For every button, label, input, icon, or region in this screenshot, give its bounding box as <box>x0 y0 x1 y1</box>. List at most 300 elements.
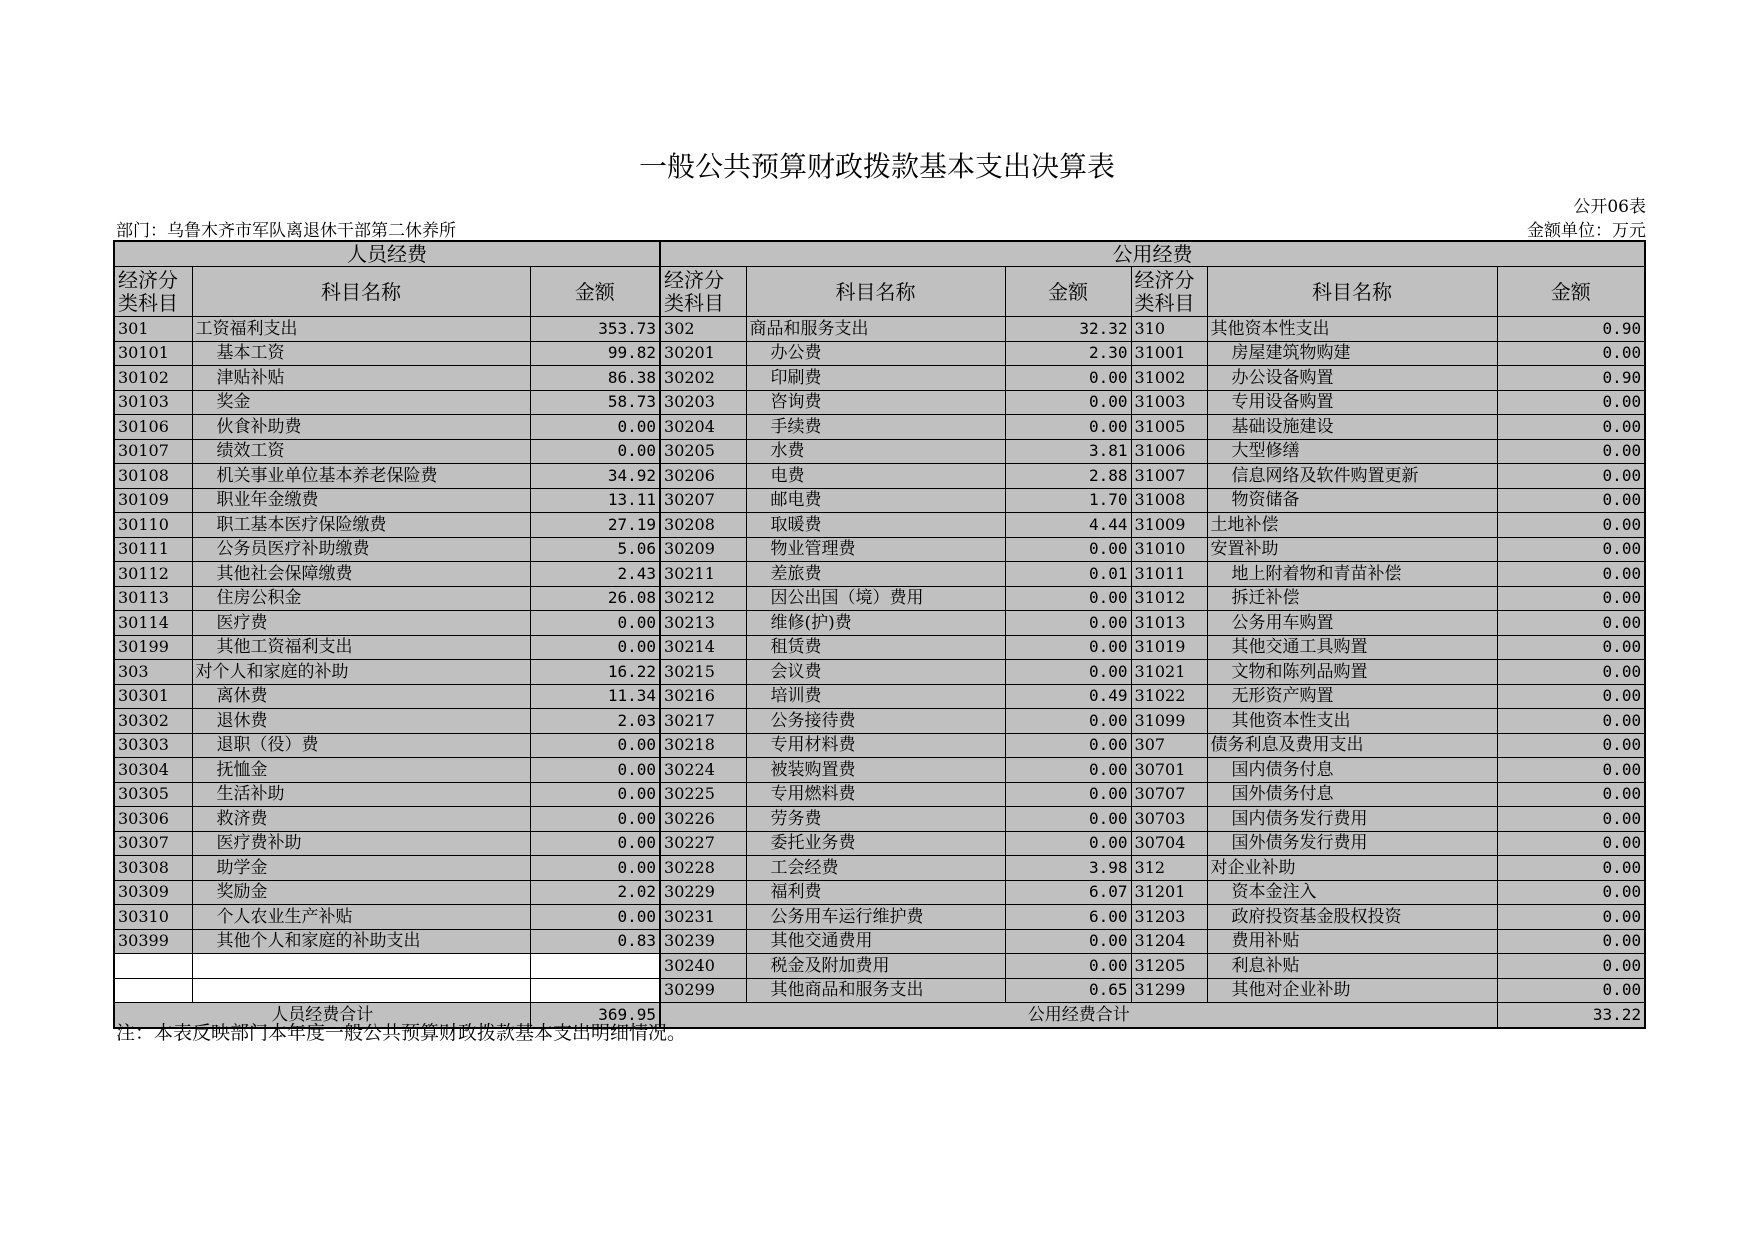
amount-cell: 0.01 <box>1005 562 1131 587</box>
amount-cell: 99.82 <box>530 341 660 366</box>
economic-code-cell: 30226 <box>660 807 746 832</box>
amount-cell: 0.00 <box>530 807 660 832</box>
economic-code-cell: 30310 <box>114 905 192 930</box>
economic-code-cell: 31011 <box>1131 562 1207 587</box>
amount-cell: 4.44 <box>1005 513 1131 538</box>
subject-name-cell: 其他资本性支出 <box>1207 709 1497 734</box>
subject-name-cell: 其他工资福利支出 <box>192 635 530 660</box>
amount-cell: 0.00 <box>1005 831 1131 856</box>
amount-cell: 0.00 <box>1497 782 1645 807</box>
amount-cell: 0.00 <box>1497 488 1645 513</box>
subject-name-cell: 国外债务发行费用 <box>1207 831 1497 856</box>
amount-cell: 2.30 <box>1005 341 1131 366</box>
economic-code-cell: 307 <box>1131 733 1207 758</box>
table-row <box>114 488 1645 513</box>
subject-name-cell: 退休费 <box>192 709 530 734</box>
economic-code-cell: 31003 <box>1131 390 1207 415</box>
subject-name-cell: 伙食补助费 <box>192 415 530 440</box>
amount-cell: 2.03 <box>530 709 660 734</box>
table-row <box>114 341 1645 366</box>
subject-name-cell: 基础设施建设 <box>1207 415 1497 440</box>
economic-code-cell: 30205 <box>660 439 746 464</box>
subject-name-cell: 住房公积金 <box>192 586 530 611</box>
table-row <box>114 856 1645 881</box>
economic-code-cell: 30701 <box>1131 758 1207 783</box>
economic-code-cell: 30305 <box>114 782 192 807</box>
amount-cell: 0.00 <box>1497 709 1645 734</box>
amount-cell: 2.02 <box>530 880 660 905</box>
subject-name-cell: 无形资产购置 <box>1207 684 1497 709</box>
amount-cell: 27.19 <box>530 513 660 538</box>
subject-name-cell: 费用补贴 <box>1207 929 1497 954</box>
amount-cell: 1.70 <box>1005 488 1131 513</box>
amount-cell: 0.00 <box>530 611 660 636</box>
public-total-amount: 33.22 <box>1497 1003 1645 1028</box>
col-header-code-3: 经济分类科目 <box>1131 267 1207 317</box>
amount-cell: 0.00 <box>530 758 660 783</box>
subject-name-cell: 其他交通工具购置 <box>1207 635 1497 660</box>
amount-cell: 0.00 <box>530 782 660 807</box>
subject-name-cell: 助学金 <box>192 856 530 881</box>
subject-name-cell: 对个人和家庭的补助 <box>192 660 530 685</box>
amount-cell: 0.00 <box>1497 635 1645 660</box>
subject-name-cell: 绩效工资 <box>192 439 530 464</box>
col-header-amount-2: 金额 <box>1005 267 1131 317</box>
subject-name-cell: 劳务费 <box>746 807 1005 832</box>
amount-cell: 11.34 <box>530 684 660 709</box>
economic-code-cell: 30303 <box>114 733 192 758</box>
subject-name-cell: 专用燃料费 <box>746 782 1005 807</box>
amount-cell: 353.73 <box>530 317 660 342</box>
subject-name-cell: 土地补偿 <box>1207 513 1497 538</box>
economic-code-cell: 30229 <box>660 880 746 905</box>
subject-name-cell: 文物和陈列品购置 <box>1207 660 1497 685</box>
amount-cell: 6.07 <box>1005 880 1131 905</box>
table-row <box>114 415 1645 440</box>
subject-name-cell: 公务用车购置 <box>1207 611 1497 636</box>
amount-cell: 0.00 <box>1005 733 1131 758</box>
economic-code-cell: 31019 <box>1131 635 1207 660</box>
amount-cell: 0.00 <box>1497 586 1645 611</box>
subject-name-cell: 其他商品和服务支出 <box>746 978 1005 1003</box>
amount-cell: 0.00 <box>530 856 660 881</box>
economic-code-cell: 30212 <box>660 586 746 611</box>
table-row <box>114 807 1645 832</box>
economic-code-cell: 30306 <box>114 807 192 832</box>
subject-name-cell: 地上附着物和青苗补偿 <box>1207 562 1497 587</box>
table-row <box>114 513 1645 538</box>
amount-cell: 34.92 <box>530 464 660 489</box>
economic-code-cell: 31010 <box>1131 537 1207 562</box>
amount-cell: 0.00 <box>1005 390 1131 415</box>
subject-name-cell: 其他社会保障缴费 <box>192 562 530 587</box>
personnel-total-amount: 369.95 <box>530 1003 660 1028</box>
amount-cell <box>530 954 660 979</box>
amount-cell: 0.00 <box>1005 635 1131 660</box>
subject-name-cell: 取暖费 <box>746 513 1005 538</box>
amount-cell: 0.00 <box>1497 611 1645 636</box>
amount-cell: 26.08 <box>530 586 660 611</box>
col-header-name-1: 科目名称 <box>192 267 530 317</box>
economic-code-cell: 30202 <box>660 366 746 391</box>
subject-name-cell: 维修(护)费 <box>746 611 1005 636</box>
subject-name-cell: 咨询费 <box>746 390 1005 415</box>
amount-cell: 0.00 <box>1005 709 1131 734</box>
table-row <box>114 611 1645 636</box>
subject-name-cell: 工会经费 <box>746 856 1005 881</box>
col-header-code-2: 经济分类科目 <box>660 267 746 317</box>
subject-name-cell: 国内债务付息 <box>1207 758 1497 783</box>
amount-cell: 0.00 <box>1497 513 1645 538</box>
subject-name-cell: 电费 <box>746 464 1005 489</box>
amount-cell: 0.00 <box>1497 415 1645 440</box>
economic-code-cell: 30204 <box>660 415 746 440</box>
economic-code-cell: 30203 <box>660 390 746 415</box>
subject-name-cell: 物业管理费 <box>746 537 1005 562</box>
subject-name-cell: 手续费 <box>746 415 1005 440</box>
economic-code-cell: 31203 <box>1131 905 1207 930</box>
amount-cell: 0.49 <box>1005 684 1131 709</box>
table-row <box>114 880 1645 905</box>
column-header-row <box>114 267 1645 317</box>
personnel-total-label: 人员经费合计 <box>114 1003 530 1028</box>
economic-code-cell: 31001 <box>1131 341 1207 366</box>
subject-name-cell: 公务接待费 <box>746 709 1005 734</box>
subject-name-cell: 物资储备 <box>1207 488 1497 513</box>
table-row <box>114 831 1645 856</box>
economic-code-cell: 30308 <box>114 856 192 881</box>
amount-cell: 0.00 <box>1005 758 1131 783</box>
col-header-amount-1: 金额 <box>530 267 660 317</box>
economic-code-cell: 30213 <box>660 611 746 636</box>
economic-code-cell: 30108 <box>114 464 192 489</box>
amount-cell: 0.00 <box>1497 905 1645 930</box>
economic-code-cell: 30224 <box>660 758 746 783</box>
table-row <box>114 758 1645 783</box>
economic-code-cell: 303 <box>114 660 192 685</box>
subject-name-cell: 其他交通费用 <box>746 929 1005 954</box>
amount-cell: 0.00 <box>1497 856 1645 881</box>
subject-name-cell: 办公费 <box>746 341 1005 366</box>
amount-cell: 0.00 <box>1005 586 1131 611</box>
economic-code-cell: 30112 <box>114 562 192 587</box>
economic-code-cell: 30240 <box>660 954 746 979</box>
subject-name-cell: 其他对企业补助 <box>1207 978 1497 1003</box>
subject-name-cell: 基本工资 <box>192 341 530 366</box>
economic-code-cell: 31205 <box>1131 954 1207 979</box>
economic-code-cell: 31005 <box>1131 415 1207 440</box>
amount-cell: 2.43 <box>530 562 660 587</box>
subject-name-cell <box>192 978 530 1003</box>
subject-name-cell: 医疗费 <box>192 611 530 636</box>
table-row <box>114 782 1645 807</box>
subject-name-cell: 专用材料费 <box>746 733 1005 758</box>
economic-code-cell: 30114 <box>114 611 192 636</box>
subject-name-cell: 离休费 <box>192 684 530 709</box>
economic-code-cell: 31204 <box>1131 929 1207 954</box>
subject-name-cell: 会议费 <box>746 660 1005 685</box>
economic-code-cell: 30199 <box>114 635 192 660</box>
table-row <box>114 390 1645 415</box>
economic-code-cell: 31099 <box>1131 709 1207 734</box>
amount-cell: 0.00 <box>1497 341 1645 366</box>
table-row <box>114 954 1645 979</box>
economic-code-cell: 31022 <box>1131 684 1207 709</box>
economic-code-cell: 302 <box>660 317 746 342</box>
subject-name-cell: 税金及附加费用 <box>746 954 1005 979</box>
subject-name-cell: 商品和服务支出 <box>746 317 1005 342</box>
form-number: 公开06表 <box>1573 197 1646 217</box>
amount-cell: 0.00 <box>1005 929 1131 954</box>
table-row <box>114 978 1645 1003</box>
economic-code-cell <box>114 954 192 979</box>
economic-code-cell: 30228 <box>660 856 746 881</box>
amount-cell: 0.00 <box>1497 439 1645 464</box>
amount-cell: 0.90 <box>1497 317 1645 342</box>
economic-code-cell: 30209 <box>660 537 746 562</box>
amount-cell: 0.00 <box>1497 978 1645 1003</box>
col-header-name-3: 科目名称 <box>1207 267 1497 317</box>
amount-cell: 0.00 <box>530 905 660 930</box>
public-section-header: 公用经费 <box>660 241 1645 267</box>
table-body <box>114 241 1645 1003</box>
subject-name-cell: 奖励金 <box>192 880 530 905</box>
economic-code-cell <box>114 978 192 1003</box>
amount-cell: 0.00 <box>1005 807 1131 832</box>
subject-name-cell: 大型修缮 <box>1207 439 1497 464</box>
economic-code-cell: 30216 <box>660 684 746 709</box>
table-row <box>114 733 1645 758</box>
amount-unit-label: 金额单位：万元 <box>1527 221 1646 241</box>
economic-code-cell: 30109 <box>114 488 192 513</box>
economic-code-cell: 30307 <box>114 831 192 856</box>
subject-name-cell: 公务员医疗补助缴费 <box>192 537 530 562</box>
economic-code-cell: 30239 <box>660 929 746 954</box>
economic-code-cell: 30214 <box>660 635 746 660</box>
subject-name-cell: 专用设备购置 <box>1207 390 1497 415</box>
amount-cell: 0.00 <box>1497 880 1645 905</box>
amount-cell: 0.00 <box>1497 684 1645 709</box>
economic-code-cell: 30309 <box>114 880 192 905</box>
amount-cell: 0.00 <box>530 831 660 856</box>
subject-name-cell: 国外债务付息 <box>1207 782 1497 807</box>
economic-code-cell: 31201 <box>1131 880 1207 905</box>
col-header-code-1: 经济分类科目 <box>114 267 192 317</box>
personnel-section-header: 人员经费 <box>114 241 660 267</box>
economic-code-cell: 31007 <box>1131 464 1207 489</box>
economic-code-cell: 31008 <box>1131 488 1207 513</box>
report-title: 一般公共预算财政拨款基本支出决算表 <box>638 150 1115 183</box>
economic-code-cell: 31006 <box>1131 439 1207 464</box>
economic-code-cell: 30302 <box>114 709 192 734</box>
subject-name-cell: 债务利息及费用支出 <box>1207 733 1497 758</box>
amount-cell: 3.81 <box>1005 439 1131 464</box>
section-header-row <box>114 241 1645 267</box>
economic-code-cell: 30399 <box>114 929 192 954</box>
amount-cell: 0.00 <box>1497 733 1645 758</box>
subject-name-cell: 工资福利支出 <box>192 317 530 342</box>
table-row <box>114 317 1645 342</box>
economic-code-cell: 30106 <box>114 415 192 440</box>
economic-code-cell: 31299 <box>1131 978 1207 1003</box>
economic-code-cell: 31012 <box>1131 586 1207 611</box>
economic-code-cell: 30103 <box>114 390 192 415</box>
economic-code-cell: 30113 <box>114 586 192 611</box>
subject-name-cell: 退职（役）费 <box>192 733 530 758</box>
subject-name-cell: 职业年金缴费 <box>192 488 530 513</box>
subject-name-cell: 拆迁补偿 <box>1207 586 1497 611</box>
subject-name-cell: 对企业补助 <box>1207 856 1497 881</box>
col-header-name-2: 科目名称 <box>746 267 1005 317</box>
subject-name-cell: 资本金注入 <box>1207 880 1497 905</box>
amount-cell: 0.00 <box>1497 807 1645 832</box>
subject-name-cell: 信息网络及软件购置更新 <box>1207 464 1497 489</box>
amount-cell: 0.00 <box>530 733 660 758</box>
subject-name-cell: 水费 <box>746 439 1005 464</box>
amount-cell: 13.11 <box>530 488 660 513</box>
amount-cell: 0.00 <box>1497 954 1645 979</box>
amount-cell: 86.38 <box>530 366 660 391</box>
amount-cell: 6.00 <box>1005 905 1131 930</box>
amount-cell <box>530 978 660 1003</box>
amount-cell: 0.00 <box>530 439 660 464</box>
subject-name-cell: 福利费 <box>746 880 1005 905</box>
amount-cell: 0.00 <box>530 635 660 660</box>
economic-code-cell: 31002 <box>1131 366 1207 391</box>
economic-code-cell: 30231 <box>660 905 746 930</box>
amount-cell: 0.00 <box>1005 954 1131 979</box>
subject-name-cell: 房屋建筑物购建 <box>1207 341 1497 366</box>
amount-cell: 0.00 <box>1497 537 1645 562</box>
subject-name-cell <box>192 954 530 979</box>
table-row <box>114 439 1645 464</box>
economic-code-cell: 30225 <box>660 782 746 807</box>
amount-cell: 0.00 <box>1005 415 1131 440</box>
amount-cell: 0.00 <box>1497 464 1645 489</box>
subject-name-cell: 差旅费 <box>746 562 1005 587</box>
subject-name-cell: 办公设备购置 <box>1207 366 1497 391</box>
economic-code-cell: 31013 <box>1131 611 1207 636</box>
table-row <box>114 562 1645 587</box>
economic-code-cell: 30206 <box>660 464 746 489</box>
subject-name-cell: 机关事业单位基本养老保险费 <box>192 464 530 489</box>
subject-name-cell: 印刷费 <box>746 366 1005 391</box>
subject-name-cell: 个人农业生产补贴 <box>192 905 530 930</box>
subject-name-cell: 委托业务费 <box>746 831 1005 856</box>
table-row <box>114 537 1645 562</box>
economic-code-cell: 310 <box>1131 317 1207 342</box>
amount-cell: 0.00 <box>1005 366 1131 391</box>
amount-cell: 0.00 <box>1497 831 1645 856</box>
economic-code-cell: 30110 <box>114 513 192 538</box>
economic-code-cell: 30111 <box>114 537 192 562</box>
subject-name-cell: 抚恤金 <box>192 758 530 783</box>
economic-code-cell: 30707 <box>1131 782 1207 807</box>
amount-cell: 0.00 <box>1005 660 1131 685</box>
amount-cell: 0.00 <box>1497 390 1645 415</box>
subject-name-cell: 安置补助 <box>1207 537 1497 562</box>
subject-name-cell: 邮电费 <box>746 488 1005 513</box>
economic-code-cell: 30102 <box>114 366 192 391</box>
economic-code-cell: 30208 <box>660 513 746 538</box>
amount-cell: 0.00 <box>1497 660 1645 685</box>
amount-cell: 0.00 <box>1005 782 1131 807</box>
subject-name-cell: 因公出国（境）费用 <box>746 586 1005 611</box>
subject-name-cell: 其他个人和家庭的补助支出 <box>192 929 530 954</box>
subject-name-cell: 医疗费补助 <box>192 831 530 856</box>
amount-cell: 0.00 <box>1005 611 1131 636</box>
economic-code-cell: 31021 <box>1131 660 1207 685</box>
table-row <box>114 660 1645 685</box>
amount-cell: 0.83 <box>530 929 660 954</box>
amount-cell: 5.06 <box>530 537 660 562</box>
table-row <box>114 366 1645 391</box>
economic-code-cell: 30703 <box>1131 807 1207 832</box>
subject-name-cell: 职工基本医疗保险缴费 <box>192 513 530 538</box>
subject-name-cell: 利息补贴 <box>1207 954 1497 979</box>
subject-name-cell: 租赁费 <box>746 635 1005 660</box>
amount-cell: 32.32 <box>1005 317 1131 342</box>
amount-cell: 0.00 <box>1005 537 1131 562</box>
table-row <box>114 709 1645 734</box>
table-row <box>114 464 1645 489</box>
subject-name-cell: 公务用车运行维护费 <box>746 905 1005 930</box>
amount-cell: 0.90 <box>1497 366 1645 391</box>
table-row <box>114 905 1645 930</box>
economic-code-cell: 30215 <box>660 660 746 685</box>
table-row <box>114 929 1645 954</box>
economic-code-cell: 312 <box>1131 856 1207 881</box>
economic-code-cell: 30101 <box>114 341 192 366</box>
amount-cell: 0.00 <box>1497 929 1645 954</box>
amount-cell: 58.73 <box>530 390 660 415</box>
subject-name-cell: 政府投资基金股权投资 <box>1207 905 1497 930</box>
economic-code-cell: 30299 <box>660 978 746 1003</box>
footnote: 注：本表反映部门本年度一般公共预算财政拨款基本支出明细情况。 <box>116 1022 687 1044</box>
amount-cell: 2.88 <box>1005 464 1131 489</box>
economic-code-cell: 30107 <box>114 439 192 464</box>
amount-cell: 3.98 <box>1005 856 1131 881</box>
economic-code-cell: 30704 <box>1131 831 1207 856</box>
table-row <box>114 684 1645 709</box>
economic-code-cell: 30304 <box>114 758 192 783</box>
subject-name-cell: 津贴补贴 <box>192 366 530 391</box>
expenditure-table <box>113 240 1646 1029</box>
economic-code-cell: 30211 <box>660 562 746 587</box>
economic-code-cell: 30227 <box>660 831 746 856</box>
subject-name-cell: 生活补助 <box>192 782 530 807</box>
col-header-amount-3: 金额 <box>1497 267 1645 317</box>
economic-code-cell: 31009 <box>1131 513 1207 538</box>
economic-code-cell: 30217 <box>660 709 746 734</box>
amount-cell: 0.65 <box>1005 978 1131 1003</box>
subject-name-cell: 奖金 <box>192 390 530 415</box>
subject-name-cell: 被装购置费 <box>746 758 1005 783</box>
economic-code-cell: 30207 <box>660 488 746 513</box>
amount-cell: 0.00 <box>530 415 660 440</box>
amount-cell: 0.00 <box>1497 562 1645 587</box>
subject-name-cell: 救济费 <box>192 807 530 832</box>
amount-cell: 0.00 <box>1497 758 1645 783</box>
economic-code-cell: 30218 <box>660 733 746 758</box>
subject-name-cell: 培训费 <box>746 684 1005 709</box>
subject-name-cell: 其他资本性支出 <box>1207 317 1497 342</box>
amount-cell: 16.22 <box>530 660 660 685</box>
economic-code-cell: 30301 <box>114 684 192 709</box>
public-total-label: 公用经费合计 <box>660 1003 1497 1028</box>
economic-code-cell: 30201 <box>660 341 746 366</box>
economic-code-cell: 301 <box>114 317 192 342</box>
